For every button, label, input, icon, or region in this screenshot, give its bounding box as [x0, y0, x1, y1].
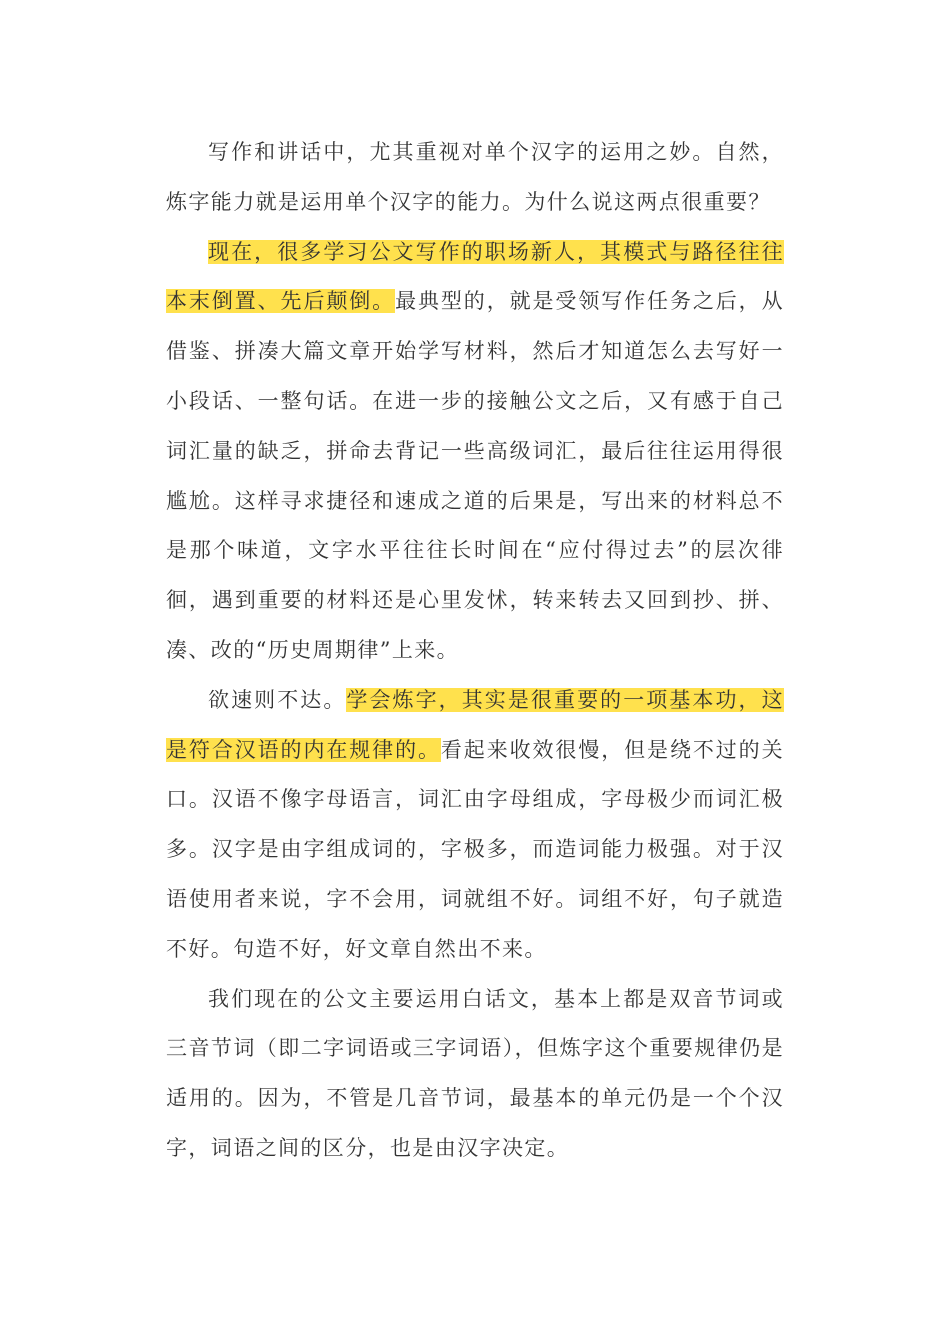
text-segment: 我们现在的公文主要运用白话文，基本上都是双音节词或三音节词（即二字词语或三字词语），但炼字这个重要规律仍是适用的。因为，不管是几音节词，最基本的单元仍是一个个汉字，词语之间的区分，也是由汉字决定。	[166, 986, 784, 1160]
paragraph-3	[166, 676, 784, 975]
highlighted-text: 学会炼字，其实是很重要的一项基本功，这是符合汉语的内在规律的。	[166, 687, 784, 762]
paragraph-4	[166, 975, 784, 1174]
text-segment: 写作和讲话中，尤其重视对单个汉字的运用之妙。自然，炼字能力就是运用单个汉字的能力。为什么说这两点很重要？	[166, 140, 784, 214]
highlighted-text: 现在，很多学习公文写作的职场新人，其模式与路径往往本末倒置、先后颠倒。	[166, 239, 784, 314]
document-body	[166, 128, 784, 1174]
text-segment: 看起来收效很慢，但是绕不过的关口。汉语不像字母语言，词汇由字母组成，字母极少而词汇极多。汉字是由字组成词的，字极多，而造词能力极强。对于汉语使用者来说，字不会用，词就组不好。词组不好，句子就造不好。句造不好，好文章自然出不来。	[166, 737, 784, 961]
paragraph-2	[166, 228, 784, 676]
text-segment: 欲速则不达。	[208, 687, 347, 712]
text-segment: 最典型的，就是受领写作任务之后，从借鉴、拼凑大篇文章开始学写材料，然后才知道怎么去写好一小段话、一整句话。在进一步的接触公文之后，又有感于自己词汇量的缺乏，拼命去背记一些高级词汇，最后往往运用得很尴尬。这样寻求捷径和速成之道的后果是，写出来的材料总不是那个味道，文字水平往往长时间在“应付得过去”的层次徘徊，遇到重要的材料还是心里发怵，转来转去又回到抄、拼、凑、改的“历史周期律”上来。	[166, 289, 784, 662]
paragraph-1	[166, 128, 784, 228]
